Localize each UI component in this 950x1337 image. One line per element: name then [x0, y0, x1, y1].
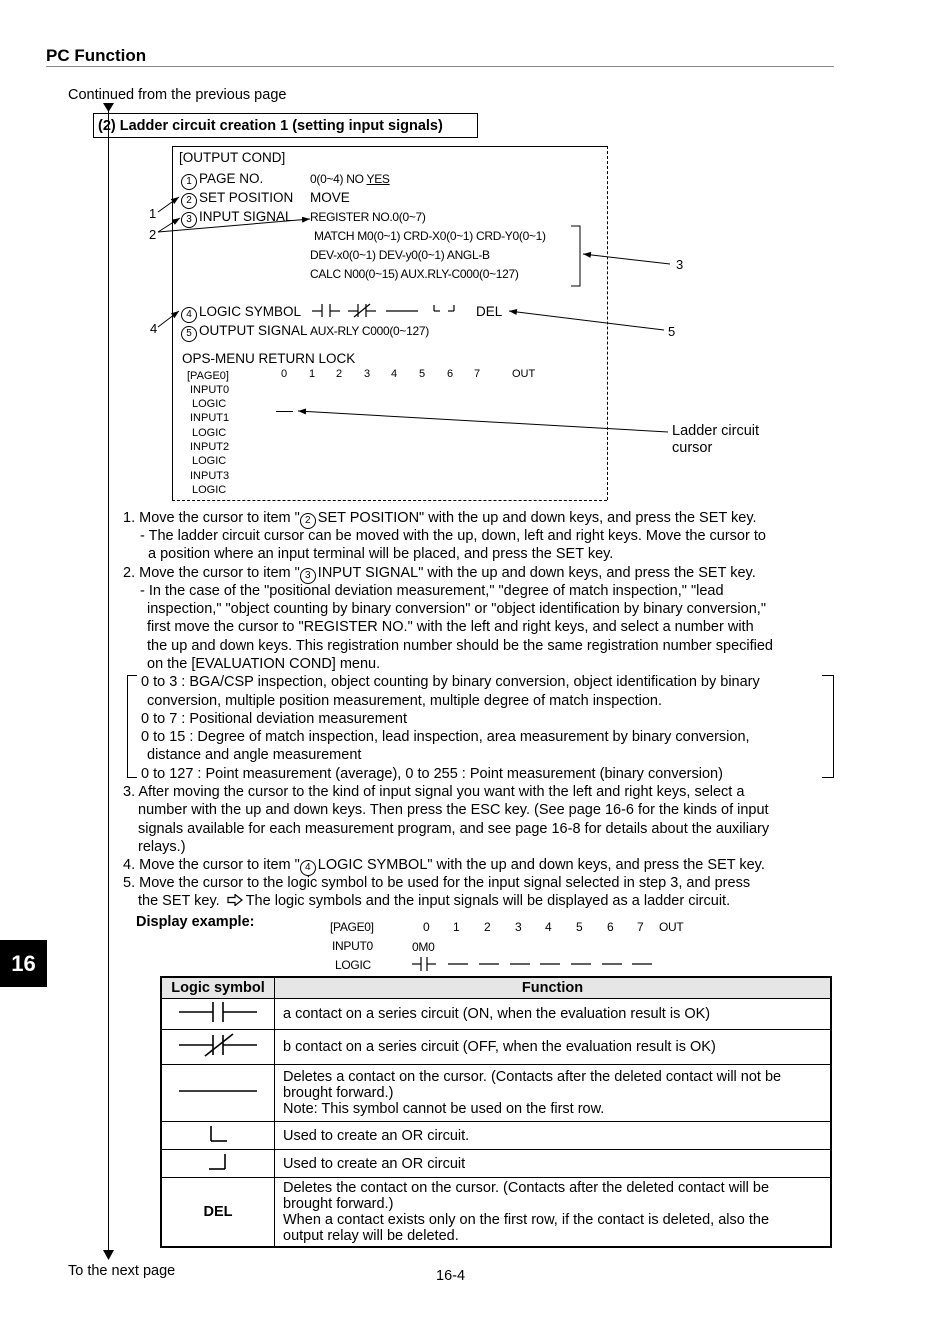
example-col-6: 6 — [607, 920, 614, 934]
table-row — [161, 1122, 831, 1150]
step-2-note-2: inspection," "object counting by binary conversion" or "object identification by binary conversion," — [147, 601, 766, 617]
step-3-cont-3: relays.) — [138, 839, 186, 855]
screen-del-option: DEL — [476, 304, 503, 319]
circled-number: 5 — [181, 326, 197, 342]
grid-row-logic0: LOGIC — [192, 398, 227, 410]
symbol-cell-del: DEL — [161, 1178, 275, 1248]
step-5: 5. Move the cursor to the logic symbol to be used for the input signal selected in step 3, and press — [123, 875, 751, 891]
function-cell — [275, 1030, 832, 1065]
step-2-note-5: on the [EVALUATION COND] menu. — [147, 656, 381, 672]
page-number: 16-4 — [436, 1268, 466, 1284]
logic-symbol-table — [160, 976, 832, 1248]
screen-row-set-position-value: MOVE — [310, 190, 350, 205]
step-text: INPUT SIGNAL" with the up and down keys, and press the SET key. — [317, 565, 756, 581]
chapter-tab: 16 — [0, 940, 47, 987]
function-text: Used to create an OR circuit. — [283, 1127, 470, 1144]
range-3: 0 to 15 : Degree of match inspection, lead inspection, area measurement by binary conversion, — [141, 729, 750, 745]
range-1b: conversion, multiple position measurement, multiple degree of match inspection. — [147, 693, 663, 709]
row-label: OUTPUT SIGNAL — [199, 323, 308, 338]
table-row — [161, 1150, 831, 1178]
step-1 — [123, 509, 757, 529]
grid-col-6: 6 — [447, 368, 454, 380]
range-4: 0 to 127 : Point measurement (average), 0 to 255 : Point measurement (binary conversion) — [141, 766, 723, 782]
continued-text: Continued from the previous page — [68, 87, 287, 103]
example-col-0: 0 — [423, 920, 430, 934]
example-col-2: 2 — [484, 920, 491, 934]
grid-col-4: 4 — [391, 368, 398, 380]
grid-row-logic2: LOGIC — [192, 455, 227, 467]
function-text: brought forward.) — [283, 1085, 394, 1101]
table-header-row — [161, 977, 831, 999]
grid-col-7: 7 — [474, 368, 481, 380]
step-text: 4. Move the cursor to item " — [123, 857, 300, 873]
grid-col-3: 3 — [364, 368, 371, 380]
symbol-cell — [161, 1065, 275, 1122]
step-1-note-1: - The ladder circuit cursor can be moved with the up, down, left and right keys. Move the cursor to — [140, 528, 766, 544]
display-example-label: Display example: — [136, 914, 255, 930]
step-2-note-4: the up and down keys. This registration number should be the same registration number specified — [147, 638, 773, 654]
range-bracket-left — [127, 675, 137, 778]
step-3-cont-2: signals available for each measurement program, and see page 16-8 for details about the auxiliary — [138, 821, 770, 837]
grid-col-0: 0 — [281, 368, 288, 380]
example-col-5: 5 — [576, 920, 583, 934]
example-input0: INPUT0 — [332, 939, 373, 953]
table-header-function: Function — [275, 977, 832, 999]
signal-line-2: DEV-x0(0~1) DEV-y0(0~1) ANGL-B — [310, 248, 490, 262]
function-cell — [275, 1122, 832, 1150]
callout-5: 5 — [668, 324, 676, 339]
grid-row-input1: INPUT1 — [190, 412, 230, 424]
table-row — [161, 999, 831, 1030]
row-value-selected: YES — [366, 172, 390, 186]
table-row — [161, 1065, 831, 1122]
table-header-logic-symbol: Logic symbol — [161, 977, 275, 999]
range-3b: distance and angle measurement — [147, 747, 362, 763]
grid-page-label: [PAGE0] — [187, 370, 229, 382]
step-5-cont — [138, 892, 730, 910]
function-cell — [275, 1150, 832, 1178]
step-text: 2. Move the cursor to item " — [123, 565, 300, 581]
table-row — [161, 1030, 831, 1065]
example-logic: LOGIC — [335, 958, 371, 972]
row-label: INPUT SIGNAL — [199, 209, 293, 224]
signal-line-1: MATCH M0(0~1) CRD-X0(0~1) CRD-Y0(0~1) — [314, 229, 546, 243]
to-next-page-text: To the next page — [68, 1263, 176, 1279]
function-cell — [275, 999, 832, 1030]
grid-col-1: 1 — [309, 368, 316, 380]
arrow-right-icon — [227, 894, 243, 906]
screen-title: [OUTPUT COND] — [179, 150, 286, 165]
example-page: [PAGE0] — [330, 920, 374, 934]
range-bracket-right — [822, 675, 834, 778]
circled-number: 2 — [181, 193, 197, 209]
a-contact-icon — [175, 1000, 261, 1024]
callout-cursor-label: Ladder circuit — [672, 423, 760, 439]
callout-1: 1 — [149, 206, 157, 221]
function-cell — [275, 1065, 832, 1122]
row-label: LOGIC SYMBOL — [199, 304, 302, 319]
step-2 — [123, 564, 756, 584]
screen-menu: OPS-MENU RETURN LOCK — [182, 351, 356, 366]
or-right-corner-icon — [203, 1151, 233, 1173]
example-col-3: 3 — [515, 920, 522, 934]
grid-row-input2: INPUT2 — [190, 441, 230, 453]
screen-row-input-signal-value: REGISTER NO.0(0~7) — [310, 210, 426, 224]
function-text: Note: This symbol cannot be used on the first row. — [283, 1101, 605, 1117]
step-1-note-2: a position where an input terminal will be placed, and press the SET key. — [148, 546, 614, 562]
table-row — [161, 1178, 831, 1248]
example-col-out: OUT — [659, 920, 684, 934]
step-3: 3. After moving the cursor to the kind of input signal you want with the left and right keys, select a — [123, 784, 745, 800]
circled-number: 4 — [181, 307, 197, 323]
symbol-cell — [161, 999, 275, 1030]
step-text: SET POSITION" with the up and down keys, and press the SET key. — [317, 510, 757, 526]
circled-number: 1 — [181, 174, 197, 190]
flow-arrow-bottom-icon — [103, 1250, 114, 1262]
b-contact-icon — [175, 1032, 261, 1058]
horizontal-line-icon — [175, 1081, 261, 1101]
circled-number: 3 — [181, 212, 197, 228]
screen-row-output-signal-value: AUX-RLY C000(0~127) — [310, 324, 429, 338]
callout-3: 3 — [676, 257, 684, 272]
or-left-corner-icon — [203, 1123, 233, 1145]
function-cell — [275, 1178, 832, 1248]
row-label: PAGE NO. — [199, 171, 264, 186]
step-text: The logic symbols and the input signals will be displayed as a ladder circuit. — [245, 893, 731, 909]
symbol-cell — [161, 1150, 275, 1178]
callout-cursor-label-2: cursor — [672, 440, 713, 456]
function-text: b contact on a series circuit (OFF, when the evaluation result is OK) — [283, 1039, 716, 1055]
grid-row-logic3: LOGIC — [192, 484, 227, 496]
grid-row-input3: INPUT3 — [190, 470, 230, 482]
grid-row-input0: INPUT0 — [190, 384, 230, 396]
circled-number: 4 — [300, 860, 316, 876]
callout-4: 4 — [150, 321, 158, 336]
step-3-cont-1: number with the up and down keys. Then press the ESC key. (See page 16-6 for the kinds of input — [138, 802, 769, 818]
range-2: 0 to 7 : Positional deviation measurement — [141, 711, 407, 727]
circled-number: 3 — [300, 568, 316, 584]
function-text: output relay will be deleted. — [283, 1228, 459, 1244]
step-2-note-1: - In the case of the "positional deviation measurement," "degree of match inspection," "lead — [140, 583, 724, 599]
circled-number: 2 — [300, 513, 316, 529]
step-4 — [123, 856, 765, 876]
row-label: SET POSITION — [199, 190, 294, 205]
function-text: When a contact exists only on the first row, if the contact is deleted, also the — [283, 1212, 770, 1228]
function-text: a contact on a series circuit (ON, when the evaluation result is OK) — [283, 1006, 711, 1022]
example-col-7: 7 — [637, 920, 644, 934]
function-text: Deletes a contact on the cursor. (Contacts after the deleted contact will not be — [283, 1069, 782, 1085]
page-header-title: PC Function — [46, 46, 147, 65]
symbol-cell — [161, 1030, 275, 1065]
step-text: 1. Move the cursor to item " — [123, 510, 300, 526]
function-text: brought forward.) — [283, 1196, 394, 1212]
section-title: (2) Ladder circuit creation 1 (setting input signals) — [93, 113, 478, 138]
row-value: 0(0~4) NO — [310, 172, 364, 186]
grid-col-2: 2 — [336, 368, 343, 380]
step-2-note-3: first move the cursor to "REGISTER NO." with the left and right keys, and select a number with — [147, 619, 754, 635]
step-text: LOGIC SYMBOL" with the up and down keys, and press the SET key. — [317, 857, 765, 873]
symbol-cell — [161, 1122, 275, 1150]
callout-2: 2 — [149, 227, 157, 242]
grid-col-5: 5 — [419, 368, 426, 380]
example-col-1: 1 — [453, 920, 460, 934]
callout-arrows — [0, 0, 950, 520]
example-ladder-icon — [410, 954, 655, 974]
signal-line-3: CALC N00(0~15) AUX.RLY-C000(0~127) — [310, 267, 519, 281]
function-text: Deletes the contact on the cursor. (Contacts after the deleted contact will be — [283, 1180, 770, 1196]
step-text: the SET key. — [138, 893, 220, 909]
grid-col-out: OUT — [512, 368, 536, 380]
example-input0-value: 0M0 — [412, 940, 435, 954]
example-col-4: 4 — [545, 920, 552, 934]
function-text: Used to create an OR circuit — [283, 1155, 466, 1172]
grid-row-logic1: LOGIC — [192, 427, 227, 439]
range-1: 0 to 3 : BGA/CSP inspection, object counting by binary conversion, object identification by binary — [141, 674, 760, 690]
